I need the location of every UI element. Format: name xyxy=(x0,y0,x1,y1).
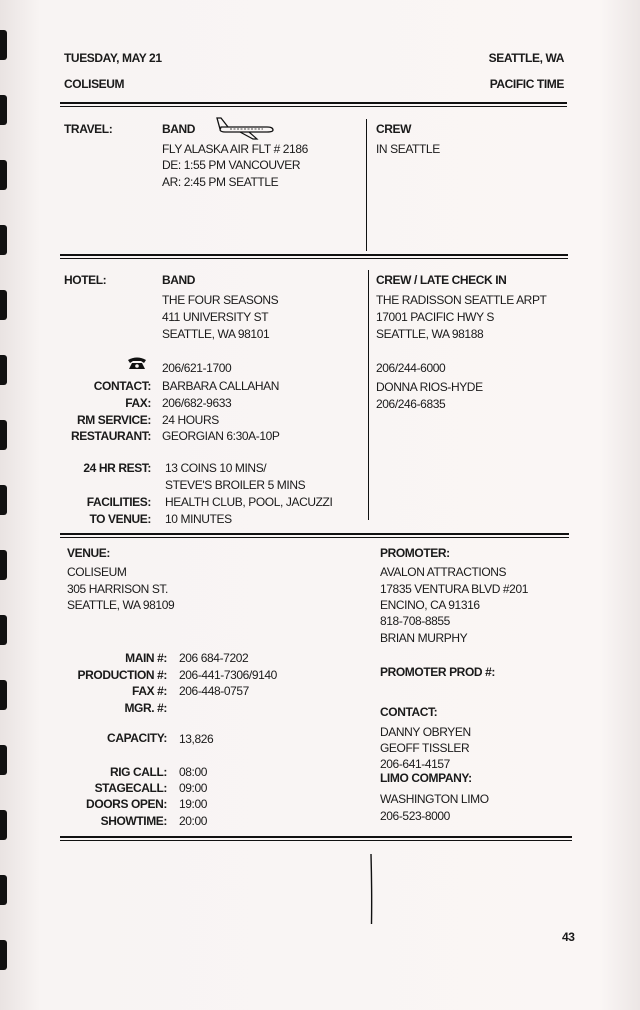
header-date: TUESDAY, MAY 21 xyxy=(64,51,162,65)
venue-capacity: 13,826 xyxy=(179,732,214,746)
hotel-rest24-line1: 13 COINS 10 MINS/ xyxy=(165,461,267,475)
hotel-name: THE FOUR SEASONS xyxy=(162,293,279,307)
divider xyxy=(60,254,568,256)
hotel-facilities-label: FACILITIES: xyxy=(86,495,151,509)
venue-address1: 305 HARRISON ST. xyxy=(67,582,168,596)
venue-showtime-label: SHOWTIME: xyxy=(100,814,167,828)
venue-doors-label: DOORS OPEN: xyxy=(86,797,167,811)
divider xyxy=(60,106,567,107)
hotel-phone: 206/621-1700 xyxy=(162,361,232,375)
venue-label: VENUE: xyxy=(67,546,110,560)
hotel-crew-contact: DONNA RIOS-HYDE xyxy=(376,380,483,394)
hotel-to-venue: 10 MINUTES xyxy=(165,512,232,526)
hotel-fax-label: FAX: xyxy=(125,396,151,410)
hotel-address1: 411 UNIVERSITY ST xyxy=(162,310,269,324)
airplane-icon xyxy=(215,115,275,141)
venue-main: 206 684-7202 xyxy=(179,651,249,665)
travel-band-label: BAND xyxy=(162,122,196,136)
spiral-binding xyxy=(0,0,14,1010)
travel-crew-label: CREW xyxy=(376,122,412,136)
venue-rigcall-label: RIG CALL: xyxy=(109,765,167,779)
promoter-limo-label: LIMO COMPANY: xyxy=(380,771,472,785)
hotel-restaurant: GEORGIAN 6:30A-10P xyxy=(162,429,280,443)
divider xyxy=(60,258,568,259)
divider xyxy=(366,119,367,251)
hotel-fax: 206/682-9633 xyxy=(162,396,232,410)
hotel-restaurant-label: RESTAURANT: xyxy=(70,429,151,443)
travel-crew-location: IN SEATTLE xyxy=(376,142,440,156)
hotel-contact: BARBARA CALLAHAN xyxy=(162,379,279,393)
hotel-crew-phone: 206/244-6000 xyxy=(376,361,446,375)
promoter-contact-label: CONTACT: xyxy=(380,705,438,719)
hotel-rm-service: 24 HOURS xyxy=(162,413,219,427)
header-venue: COLISEUM xyxy=(64,77,125,91)
divider xyxy=(60,102,567,104)
travel-flight: FLY ALASKA AIR FLT # 2186 xyxy=(162,142,308,156)
hotel-rm-service-label: RM SERVICE: xyxy=(76,413,151,427)
travel-label: TRAVEL: xyxy=(64,122,113,136)
travel-depart: DE: 1:55 PM VANCOUVER xyxy=(162,158,301,172)
hotel-address2: SEATTLE, WA 98101 xyxy=(162,327,270,341)
promoter-label: PROMOTER: xyxy=(380,546,450,560)
venue-showtime: 20:00 xyxy=(179,814,208,828)
hotel-label: HOTEL: xyxy=(64,273,107,287)
header-timezone: PACIFIC TIME xyxy=(489,77,564,91)
promoter-contact2: GEOFF TISSLER xyxy=(380,741,470,755)
hotel-rest24-label: 24 HR REST: xyxy=(83,461,151,475)
header-city: SEATTLE, WA xyxy=(488,51,564,65)
hotel-band-label: BAND xyxy=(162,273,196,287)
venue-name: COLISEUM xyxy=(67,565,127,579)
promoter-address1: 17835 VENTURA BLVD #201 xyxy=(380,582,529,596)
hotel-crew-address1: 17001 PACIFIC HWY S xyxy=(376,310,495,324)
venue-rigcall: 08:00 xyxy=(179,765,208,779)
promoter-limo-name: WASHINGTON LIMO xyxy=(380,792,489,806)
hotel-crew-address2: SEATTLE, WA 98188 xyxy=(376,327,484,341)
venue-fax-label: FAX #: xyxy=(132,684,167,698)
page-number: 43 xyxy=(562,930,575,944)
promoter-address2: ENCINO, CA 91316 xyxy=(380,598,480,612)
promoter-phone: 818-708-8855 xyxy=(380,614,450,628)
venue-capacity-label: CAPACITY: xyxy=(107,731,167,745)
venue-stagecall: 09:00 xyxy=(179,781,208,795)
promoter-prod-label: PROMOTER PROD #: xyxy=(380,665,495,679)
divider xyxy=(60,840,572,841)
promoter-name: AVALON ATTRACTIONS xyxy=(380,565,507,579)
divider xyxy=(60,836,572,838)
hotel-to-venue-label: TO VENUE: xyxy=(89,512,151,526)
venue-fax: 206-448-0757 xyxy=(179,684,249,698)
hotel-crew-label: CREW / LATE CHECK IN xyxy=(376,273,507,287)
venue-production-label: PRODUCTION #: xyxy=(77,668,167,682)
hotel-rest24-line2: STEVE'S BROILER 5 MINS xyxy=(165,478,306,492)
divider xyxy=(368,270,369,520)
venue-main-label: MAIN #: xyxy=(125,651,167,665)
hotel-crew-name: THE RADISSON SEATTLE ARPT xyxy=(376,293,547,307)
venue-mgr-label: MGR. #: xyxy=(124,701,167,715)
divider xyxy=(60,533,569,535)
promoter-contact1: DANNY OBRYEN xyxy=(380,725,471,739)
travel-arrive: AR: 2:45 PM SEATTLE xyxy=(162,175,279,189)
pen-mark xyxy=(368,852,376,928)
venue-production: 206-441-7306/9140 xyxy=(179,668,277,682)
venue-address2: SEATTLE, WA 98109 xyxy=(67,598,175,612)
telephone-icon xyxy=(127,356,147,370)
hotel-contact-label: CONTACT: xyxy=(93,379,151,393)
promoter-person: BRIAN MURPHY xyxy=(380,631,468,645)
hotel-crew-fax: 206/246-6835 xyxy=(376,397,446,411)
promoter-limo-phone: 206-523-8000 xyxy=(380,809,450,823)
promoter-contact-phone: 206-641-4157 xyxy=(380,757,450,771)
hotel-facilities: HEALTH CLUB, POOL, JACUZZI xyxy=(165,495,333,509)
venue-doors: 19:00 xyxy=(179,797,208,811)
venue-stagecall-label: STAGECALL: xyxy=(94,781,167,795)
divider xyxy=(60,537,569,538)
